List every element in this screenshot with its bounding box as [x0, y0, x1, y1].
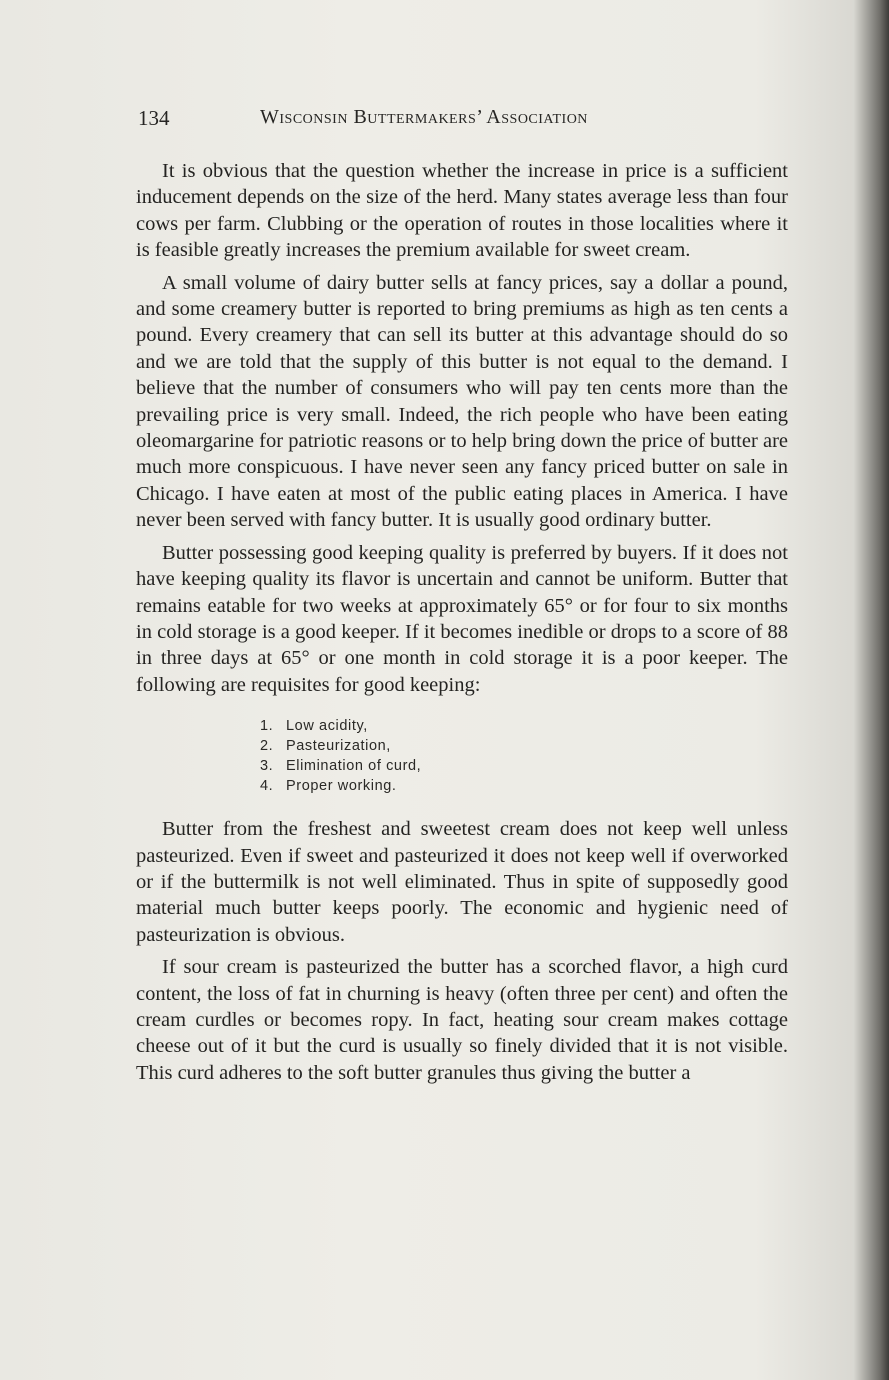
paragraph-herd-size: It is obvious that the question whether the increase in price is a sufficient inducement depends on the size of the herd. Many states average less than four cows per farm. Clubbing or the operation of routes in those localities where it is feasible greatly increases the premium available for sweet cream.: [136, 160, 788, 262]
body-text: [136, 158, 788, 1092]
paragraph-sour-cream: If sour cream is pasteurized the butter has a scorched flavor, a high curd content, the loss of fat in churning is heavy (often three per cent) and often the cream curdles or becomes ropy. In fact, heating sour cream makes cottage cheese out of it but the curd is usually so finely divided that it is not visible. This curd adheres to the soft butter granules thus giving the butter a: [136, 956, 788, 1084]
list-item-text: Elimination of curd,: [286, 758, 422, 775]
paragraph-pasteurization: Butter from the freshest and sweetest cream does not keep well unless pasteurized. Even if sweet and pasteurized it does not keep well if overworked or if the buttermilk is not well eliminated. Thus in spite of supposedly good material much butter keeps poorly. The economic and hygienic need of pasteurization is obvious.: [136, 818, 788, 946]
paragraph-fancy-butter: A small volume of dairy butter sells at fancy prices, say a dollar a pound, and some creamery butter is reported to bring premiums as high as ten cents a pound. Every creamery that can sell its butter at this advantage should do so and we are told that the supply of this butter is not equal to the demand. I believe that the number of consumers who will pay ten cents more than the prevailing price is very small. Indeed, the rich people who have been eating oleomargarine for patriotic reasons or to help bring down the price of butter are much more conspicuous. I have never seen any fancy priced butter on sale in Chicago. I have eaten at most of the public eating places in America. I have never been served with fancy butter. It is usually good ordinary butter.: [136, 271, 788, 532]
list-item: [260, 756, 788, 776]
paragraph-keeping-quality: Butter possessing good keeping quality is preferred by buyers. If it does not have keeping quality its flavor is uncertain and cannot be uniform. Butter that remains eatable for two weeks at approximately 65° or for four to six months in cold storage is a good keeper. If it becomes inedible or drops to a score of 88 in three days at 65° or one month in cold storage it is a poor keeper. The following are requisites for good keeping:: [136, 541, 788, 696]
page-header: [138, 106, 788, 136]
list-item-text: Pasteurization,: [286, 738, 391, 755]
list-item: [260, 716, 788, 736]
list-item-number: 1.: [260, 718, 274, 735]
list-item-text: Proper working.: [286, 778, 397, 795]
list-item: [260, 776, 788, 796]
running-title: Wisconsin Buttermakers’ Association: [260, 106, 588, 128]
requisites-list: [260, 716, 788, 796]
list-item-number: 2.: [260, 738, 274, 755]
list-item-text: Low acidity,: [286, 718, 368, 735]
list-item: [260, 736, 788, 756]
list-item-number: 4.: [260, 778, 274, 795]
page-number: 134: [138, 106, 170, 130]
list-item-number: 3.: [260, 758, 274, 775]
